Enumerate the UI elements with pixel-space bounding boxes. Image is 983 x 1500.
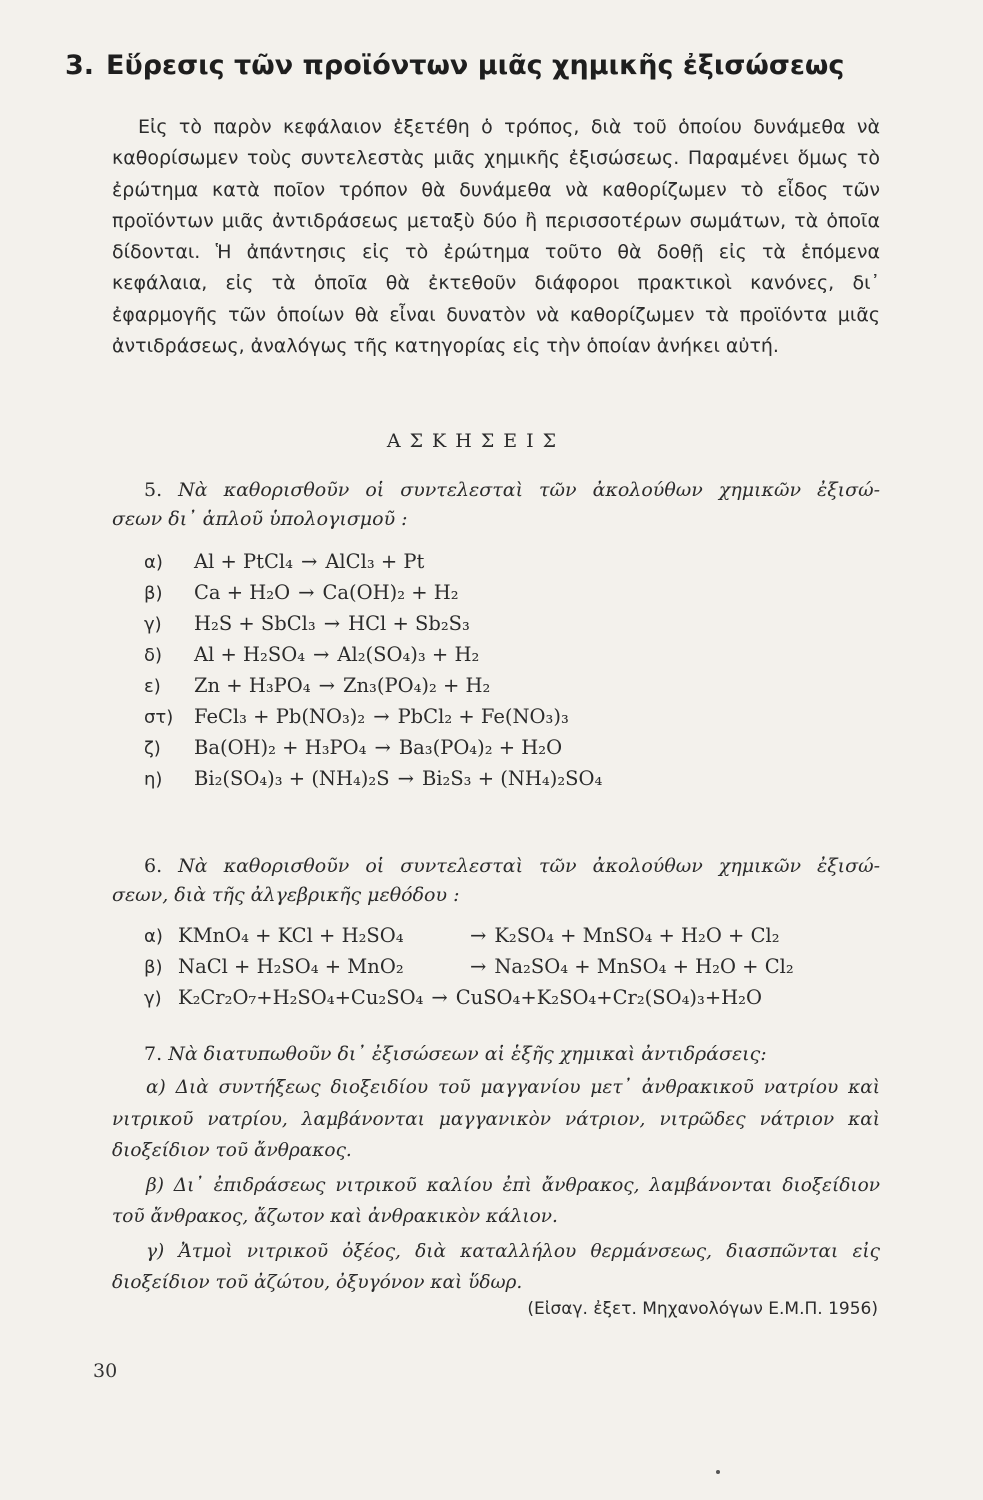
equation-row	[144, 986, 884, 1017]
exercise-7-item-b: β) Δι᾽ ἐπιδράσεως νιτρικοῦ καλίου ἐπὶ ἄνθρακος, λαμβάνονται διοξείδιον τοῦ ἄνθρακος, ἄζωτον καὶ ἀνθρακικὸν κάλιον.	[112, 1174, 880, 1227]
equation-products: HCl + Sb₂S₃	[348, 612, 470, 635]
equation-row	[144, 550, 884, 581]
exercise-5-number: 5.	[144, 479, 163, 501]
reaction-arrow-icon: →	[470, 924, 487, 947]
exercises-heading: ΑΣΚΗΣΕΙΣ	[386, 430, 566, 452]
section-title-text: Εὕρεσις τῶν προϊόντων μιᾶς χημικῆς ἐξισώσεως	[106, 50, 845, 81]
reaction-arrow-icon: →	[323, 612, 341, 635]
exercise-6-equations	[144, 924, 884, 1017]
equation-reactants: Al + PtCl₄	[194, 550, 293, 573]
exercise-6-heading	[112, 852, 880, 910]
section-title	[65, 50, 945, 81]
exercise-5-heading	[112, 476, 880, 534]
exercise-6-line1: Νὰ καθορισθοῦν οἱ συντελεσταὶ τῶν ἀκολούθων χημικῶν ἐξισώ-	[178, 855, 881, 877]
equation-row	[144, 674, 884, 705]
intro-rest: νὰ καθορίσωμεν τοὺς συντελεστὰς μιᾶς χημικῆς ἐξισώσεως. Παραμένει ὅμως τὸ ἐρώτημα κατὰ ποῖον τρόπον θὰ δυνάμεθα νὰ καθορίζωμεν τὸ εἶδος τῶν προϊόντων μιᾶς ἀντιδράσεως μεταξὺ δύο ἢ περισσοτέρων σωμάτων, τὰ ὁποῖα δίδονται. Ἡ ἀπάντησις εἰς τὸ ἐρώτημα τοῦτο θὰ δοθῇ εἰς τὰ ἑπόμενα κεφάλαια, εἰς τὰ ὁποῖα θὰ ἐκτεθοῦν διάφοροι πρακτικοὶ κανόνες, δι᾽ ἐφαρμογῆς τῶν ὁποίων θὰ εἶναι δυνατὸν νὰ καθορίζωμεν τὰ προϊόντα μιᾶς ἀντιδράσεως, ἀναλόγως τῆς κατηγορίας εἰς τὴν ὁποίαν ἀνήκει αὐτή.	[112, 116, 880, 358]
intro-first-line: Εἰς τὸ παρὸν κεφάλαιον ἐξετέθη ὁ τρόπος, διὰ τοῦ ὁποίου δυνάμεθα	[138, 116, 846, 138]
reaction-arrow-icon: →	[318, 674, 335, 697]
reaction-arrow-icon: →	[373, 705, 390, 728]
exercise-5-equations	[144, 550, 884, 798]
reaction-arrow-icon: →	[374, 736, 391, 759]
equation-reactants: Zn + H₃PO₄	[194, 674, 311, 697]
equation-products: Al₂(SO₄)₃ + H₂	[337, 643, 480, 666]
equation-reactants: NaCl + H₂SO₄ + MnO₂	[178, 955, 404, 978]
equation-row	[144, 612, 884, 643]
equation-reactants: KMnO₄ + KCl + H₂SO₄	[178, 924, 404, 947]
equation-label: α)	[144, 926, 163, 947]
exercise-7-text: Νὰ διατυπωθοῦν δι᾽ ἐξισώσεων αἱ ἑξῆς χημικαὶ ἀντιδράσεις:	[168, 1043, 767, 1065]
source-citation: (Εἰσαγ. ἐξετ. Μηχανολόγων Ε.Μ.Π. 1956)	[527, 1299, 878, 1319]
equation-products: K₂SO₄ + MnSO₄ + H₂O + Cl₂	[494, 924, 780, 947]
equation-label: β)	[144, 583, 163, 604]
equation-products: Ba₃(PO₄)₂ + H₂O	[398, 736, 563, 759]
equation-label: γ)	[144, 614, 162, 635]
reaction-arrow-icon: →	[397, 767, 414, 790]
equation-reactants: K₂Cr₂O₇+H₂SO₄+Cu₂SO₄	[178, 986, 424, 1009]
exercise-7-item-c: γ) Ἀτμοὶ νιτρικοῦ ὀξέος, διὰ καταλλήλου θερμάνσεως, διασπῶνται εἰς διοξείδιον τοῦ ἀζώτου, ὀξυγόνον καὶ ὕδωρ.	[112, 1240, 880, 1293]
equation-reactants: H₂S + SbCl₃	[194, 612, 316, 635]
equation-label: δ)	[144, 645, 163, 666]
equation-products: PbCl₂ + Fe(NO₃)₃	[397, 705, 569, 728]
exercise-7-heading	[112, 1040, 880, 1069]
exercise-6-number: 6.	[144, 855, 163, 877]
reaction-arrow-icon: →	[431, 986, 448, 1009]
equation-reactants: Bi₂(SO₄)₃ + (NH₄)₂S	[194, 767, 390, 790]
exercise-6-line2: σεων, διὰ τῆς ἀλγεβρικῆς μεθόδου :	[112, 884, 460, 906]
equation-products: AlCl₃ + Pt	[325, 550, 425, 573]
exercise-5-line1: Νὰ καθορισθοῦν οἱ συντελεσταὶ τῶν ἀκολούθων χημικῶν ἐξισώ-	[178, 479, 881, 501]
page-number: 30	[93, 1360, 118, 1382]
equation-row	[144, 767, 884, 798]
equation-row	[144, 581, 884, 612]
reaction-arrow-icon: →	[313, 643, 330, 666]
print-speck	[716, 1470, 720, 1474]
equation-row	[144, 736, 884, 767]
equation-label: η)	[144, 769, 163, 790]
equation-products: Ca(OH)₂ + H₂	[322, 581, 459, 604]
equation-row	[144, 705, 884, 736]
reaction-arrow-icon: →	[301, 550, 318, 573]
equation-products: Bi₂S₃ + (NH₄)₂SO₄	[421, 767, 603, 790]
equation-reactants: Ca + H₂O	[194, 581, 291, 604]
equation-products: Na₂SO₄ + MnSO₄ + H₂O + Cl₂	[494, 955, 794, 978]
exercise-7-number: 7.	[144, 1043, 163, 1065]
equation-reactants: Al + H₂SO₄	[194, 643, 306, 666]
equation-products: CuSO₄+K₂SO₄+Cr₂(SO₄)₃+H₂O	[455, 986, 762, 1009]
equation-label: ε)	[144, 676, 161, 697]
reaction-arrow-icon: →	[298, 581, 315, 604]
equation-reactants: FeCl₃ + Pb(NO₃)₂	[194, 705, 366, 728]
equation-row	[144, 955, 884, 986]
equation-label: γ)	[144, 988, 162, 1009]
equation-label: ζ)	[144, 738, 161, 759]
equation-products: Zn₃(PO₄)₂ + H₂	[342, 674, 491, 697]
equation-label: α)	[144, 552, 163, 573]
equation-row	[144, 924, 884, 955]
intro-paragraph	[112, 112, 880, 362]
equation-label: στ)	[144, 707, 174, 728]
exercise-7-items	[112, 1072, 880, 1302]
equation-reactants: Ba(OH)₂ + H₃PO₄	[194, 736, 367, 759]
section-number: 3.	[65, 50, 95, 81]
reaction-arrow-icon: →	[470, 955, 487, 978]
exercise-7-item-a: α) Διὰ συντήξεως διοξειδίου τοῦ μαγγανίου μετ᾽ ἀνθρακικοῦ νατρίου καὶ νιτρικοῦ νατρίου, λαμβάνονται μαγγανικὸν νάτριον, νιτρῶδες νάτριον καὶ διοξείδιον τοῦ ἄνθρακος.	[112, 1077, 880, 1161]
equation-label: β)	[144, 957, 163, 978]
equation-row	[144, 643, 884, 674]
exercise-5-line2: σεων δι᾽ ἁπλοῦ ὑπολογισμοῦ :	[112, 508, 408, 530]
